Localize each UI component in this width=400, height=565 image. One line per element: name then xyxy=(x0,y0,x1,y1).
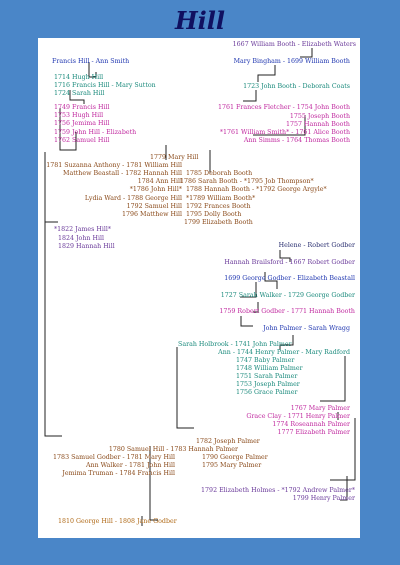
hill-gen3-child: 1756 Jemima Hill xyxy=(54,120,110,127)
hill-gen4-child: 1784 Ann Hill xyxy=(137,178,182,185)
palmer-gen6-child: 1799 Henry Palmer xyxy=(292,495,355,502)
booth-gen5-couple: 1788 Hannah Booth - *1792 George Argyle* xyxy=(186,186,327,193)
palmer-gen3-child: 1753 Joseph Palmer xyxy=(236,381,300,388)
hill-gen5-child: 1829 Hannah Hill xyxy=(58,243,115,250)
hill-gen4-couple: Lydia Ward - 1788 George Hill xyxy=(84,195,182,202)
booth-gen4-child: 1755 Joseph Booth xyxy=(289,113,350,120)
palmer-founders: John Palmer - Sarah Wragg xyxy=(263,325,350,332)
palmer-gen5-child: 1790 George Palmer xyxy=(202,454,268,461)
palmer-gen2-couple: Ann - 1744 Henry Palmer - Mary Radford xyxy=(218,349,350,356)
hill-palmer-couple: 1780 Samuel Hill - 1783 Hannah Palmer xyxy=(108,446,238,453)
hill-gen4-couple: Matthew Beastall - 1782 Hannah Hill xyxy=(63,170,182,177)
hill-gen3-child: 1762 Samuel Hill xyxy=(54,137,110,144)
hill-gen2-child: 1714 Hugh Hill xyxy=(54,74,104,81)
booth-gen5-child: *1789 William Booth* xyxy=(186,195,256,202)
booth-gen4-couple: Ann Simms - 1764 Thomas Booth xyxy=(243,137,350,144)
hill-gen5-couple: Jemima Truman - 1784 Francis Hill xyxy=(62,470,175,477)
hill-gen4-child: 1792 Samuel Hill xyxy=(126,203,182,210)
booth-gen4-couple: 1761 Frances Fletcher - 1754 John Booth xyxy=(217,104,350,111)
final-couple: 1810 George Hill - 1808 Jane Godber xyxy=(58,518,177,525)
page-title: Hill xyxy=(174,6,226,35)
palmer-gen4-child: 1777 Elizabeth Palmer xyxy=(277,429,350,436)
hill-gen4-child: 1796 Matthew Hill xyxy=(122,211,182,218)
palmer-gen3-child: 1756 Grace Palmer xyxy=(236,389,298,396)
palmer-gen5-child: 1782 Joseph Palmer xyxy=(196,438,260,445)
hill-gen5-child: *1822 James Hill* xyxy=(54,226,112,233)
booth-gen5-child: 1799 Elizabeth Booth xyxy=(184,219,253,226)
palmer-gen4-child: 1767 Mary Palmer xyxy=(290,405,350,412)
hill-gen2-child: 1724 Sarah Hill xyxy=(54,90,105,97)
booth-gen5-child: 1785 Deborah Booth xyxy=(186,170,253,177)
palmer-gen3-child: 1747 Baby Palmer xyxy=(236,357,295,364)
godber-gen5-couple: 1759 Robert Godber - 1771 Hannah Booth xyxy=(219,308,355,315)
palmer-gen5-child: 1795 Mary Palmer xyxy=(202,462,262,469)
booth-gen2-couple: Mary Bingham - 1699 William Booth xyxy=(233,58,350,65)
godber-gen4-couple: 1727 Sarah Walker - 1729 George Godber xyxy=(220,292,355,299)
booth-gen4-child: 1757 Hannah Booth xyxy=(286,121,350,128)
hill-gen4-couple: 1781 Suzanna Anthony - 1781 William Hill xyxy=(46,162,182,169)
hill-gen5-child: 1824 John Hill xyxy=(58,235,104,242)
booth-gen5-child: 1792 Frances Booth xyxy=(186,203,251,210)
hill-gen3-child: 1753 Hugh Hill xyxy=(54,112,104,119)
godber-founders: Helene - Robert Godber xyxy=(278,242,355,249)
hill-gen3-child: 1749 Francis Hill xyxy=(54,104,110,111)
hill-founders: Francis Hill - Ann Smith xyxy=(52,58,130,65)
hill-gen2-couple: 1716 Francis Hill - Mary Sutton xyxy=(54,82,156,89)
godber-gen2-couple: Hannah Brailsford - 1667 Robert Godber xyxy=(224,259,355,266)
booth-founders: 1667 William Booth - Elizabeth Waters xyxy=(232,41,356,48)
palmer-gen6-couple: 1792 Elizabeth Holmes - *1792 Andrew Palmer* xyxy=(201,487,355,494)
hill-gen4-child: *1786 John Hill* xyxy=(129,186,182,193)
palmer-gen3-child: 1748 William Palmer xyxy=(236,365,303,372)
hill-gen5-couple: Ann Walker - 1781 John Hill xyxy=(85,462,175,469)
godber-gen3-couple: 1699 George Godber - Elizabeth Beastall xyxy=(224,275,355,282)
hill-gen3-couple: 1759 John Hill - Elizabeth xyxy=(54,129,137,136)
booth-gen3-couple: 1723 John Booth - Deborah Coats xyxy=(243,83,350,90)
booth-gen5-couple: 1786 Sarah Booth - *1795 Job Thompson* xyxy=(180,178,314,185)
godber-hill-couple: 1783 Samuel Godber - 1781 Mary Hill xyxy=(53,454,175,461)
booth-gen5-child: 1795 Dolly Booth xyxy=(186,211,242,218)
palmer-gen4-child: 1774 Roseannah Palmer xyxy=(272,421,350,428)
palmer-gen3-child: 1751 Sarah Palmer xyxy=(236,373,298,380)
booth-gen4-couple: *1761 William Smith* - 1761 Alice Booth xyxy=(219,129,350,136)
palmer-gen2-couple: Sarah Holbrook - 1741 John Palmer xyxy=(178,341,292,348)
hill-gen4-child: 1779 Mary Hill xyxy=(150,154,199,161)
palmer-gen4-couple: Grace Clay - 1771 Henry Palmer xyxy=(246,413,350,420)
